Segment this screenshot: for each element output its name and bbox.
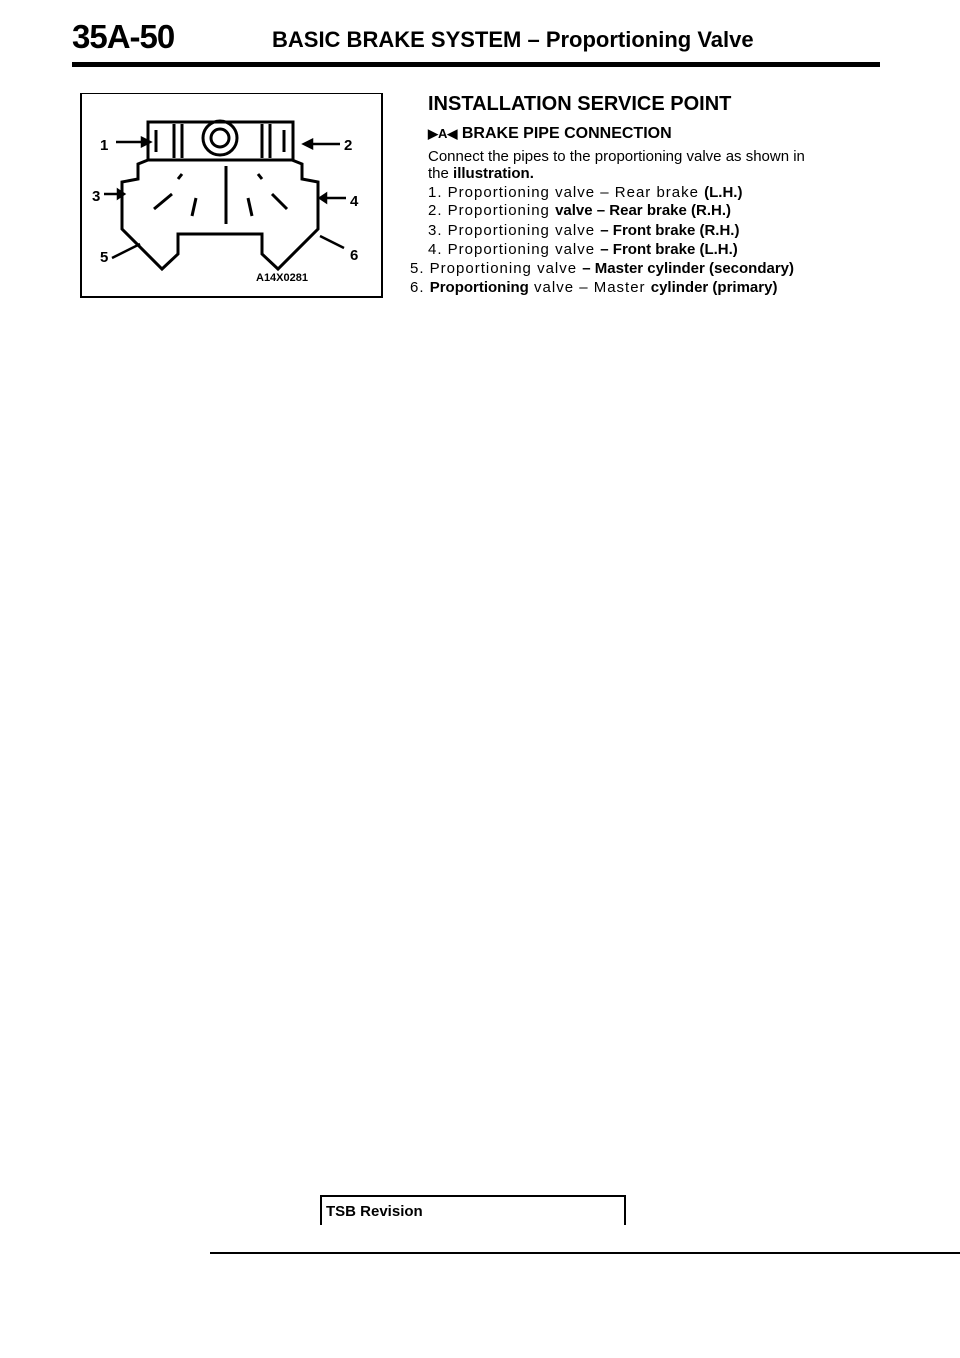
section-subtitle: [428, 125, 672, 143]
item-text: 5. Proportioning valve: [410, 260, 578, 277]
list-item: [410, 260, 794, 277]
figure-code: A14X0281: [256, 272, 308, 284]
footer-rule: [210, 1252, 960, 1254]
item-text: 4. Proportioning valve: [428, 241, 596, 258]
item-text: 1. Proportioning valve – Rear brake: [428, 184, 699, 201]
page-number: 35A-50: [72, 18, 175, 55]
list-item: [428, 222, 739, 239]
service-marker: ▶A◀: [428, 126, 458, 141]
item-text: 3. Proportioning valve: [428, 222, 596, 239]
figure-callout-label: 6: [350, 247, 359, 264]
intro-text-line-1: Connect the pipes to the proportioning valve as shown in: [428, 148, 805, 165]
intro-prefix: the: [428, 165, 449, 182]
figure-callout-label: 1: [100, 137, 109, 154]
valve-figure: [80, 93, 383, 298]
item-bold: – Master cylinder (secondary): [582, 260, 795, 277]
item-bold: cylinder (primary): [650, 279, 778, 296]
intro-bold: illustration.: [453, 165, 534, 182]
item-bold: – Front brake (R.H.): [600, 222, 740, 239]
figure-callout-label: 5: [100, 249, 109, 266]
figure-callout-label: 2: [344, 137, 353, 154]
item-bold: – Front brake (L.H.): [600, 241, 738, 258]
section-title: INSTALLATION SERVICE POINT: [428, 93, 732, 115]
item-bold-word: Proportioning: [429, 279, 529, 296]
figure-callout-label: 4: [350, 193, 359, 210]
figure-callout-label: 3: [92, 188, 101, 205]
intro-text-line-2: [428, 165, 534, 182]
tsb-revision-label: TSB Revision: [326, 1203, 423, 1220]
page-title: BASIC BRAKE SYSTEM – Proportioning Valve: [272, 27, 754, 52]
list-item: [428, 184, 742, 201]
subtitle-text: BRAKE PIPE CONNECTION: [461, 125, 672, 142]
header-rule: [72, 62, 880, 67]
item-text: 2. Proportioning: [428, 202, 550, 219]
item-text: valve – Master: [534, 279, 646, 296]
list-item: [428, 202, 731, 219]
list-item: [410, 279, 777, 296]
list-item: [428, 241, 738, 258]
item-bold: (L.H.): [704, 184, 743, 201]
item-bold: valve – Rear brake (R.H.): [555, 202, 731, 219]
proportioning-valve-illustration-icon: [82, 94, 385, 299]
item-number: 6.: [410, 279, 425, 296]
